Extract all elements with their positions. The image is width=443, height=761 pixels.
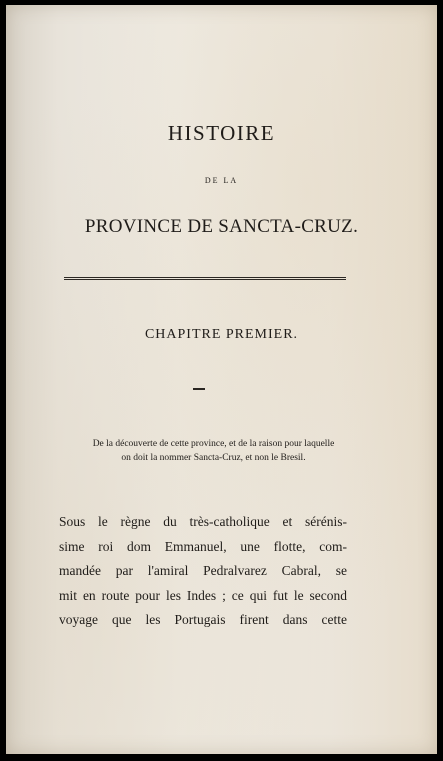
chapter-dash [193, 388, 205, 390]
body-line-4: mit en route pour les Indes ; ce qui fut le second [59, 587, 347, 603]
title-divider-rule [64, 277, 346, 280]
title-histoire: HISTOIRE [167, 121, 276, 145]
chapter-heading: CHAPITRE PREMIER. [144, 327, 299, 342]
book-page [6, 5, 437, 754]
body-line-2: sime roi dom Emmanuel, une flotte, com- [59, 538, 347, 554]
body-text [59, 510, 347, 633]
chapter-summary [46, 437, 381, 465]
body-line-3: mandée par l'amiral Pedralvarez Cabral, se [59, 563, 347, 578]
body-line-1: Sous le règne du très-catholique et sérénis- [59, 514, 347, 529]
summary-line-2: on doit la nommer Sancta-Cruz, et non le Bresil. [121, 453, 306, 463]
title-de-la: DE LA [204, 176, 239, 185]
body-line-5: voyage que les Portugais firent dans cette [59, 612, 347, 627]
title-province: PROVINCE DE SANCTA-CRUZ. [84, 216, 359, 237]
summary-line-1: De la découverte de cette province, et de la raison pour laquelle [92, 439, 335, 449]
